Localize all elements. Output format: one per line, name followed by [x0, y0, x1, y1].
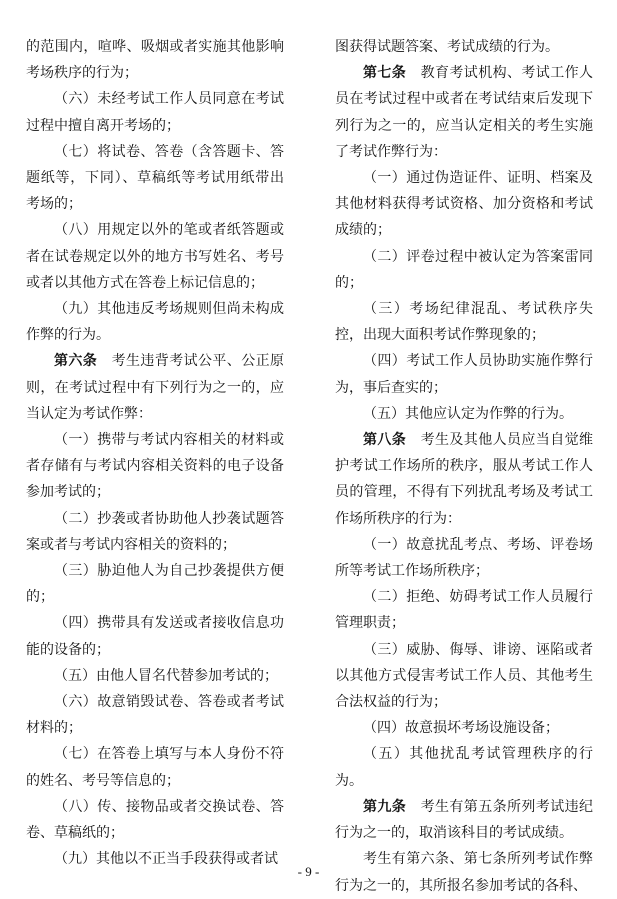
paragraph-text: （一）故意扰乱考点、考场、评卷场所等考试工作场所秩序；	[335, 536, 593, 580]
paragraph-text: 考生有第五条所列考试违纪行为之一的，取消该科目的考试成绩。	[335, 798, 594, 842]
paragraph	[26, 689, 284, 741]
paragraph	[335, 244, 593, 296]
paragraph-text: 图获得试题答案、考试成绩的行为。	[335, 39, 559, 55]
paragraph	[335, 401, 593, 427]
paragraph-text: （一）携带与考试内容相关的材料或者存储有与考试内容相关资料的电子设备参加考试的；	[26, 432, 284, 501]
paragraph	[26, 741, 284, 793]
paragraph-text: （八）传、接物品或者交换试卷、答卷、草稿纸的；	[26, 798, 284, 842]
paragraph-text: （四）携带具有发送或者接收信息功能的设备的；	[26, 615, 284, 658]
paragraph-text: （四）考试工作人员协助实施作弊行为，事后查实的；	[335, 353, 593, 396]
article-paragraph	[335, 427, 593, 532]
paragraph	[26, 34, 284, 86]
paragraph	[26, 86, 284, 138]
paragraph	[335, 34, 593, 60]
paragraph	[26, 663, 284, 689]
paragraph-text: （五）由他人冒名代替参加考试的；	[54, 667, 278, 684]
paragraph-text: （五）其他应认定为作弊的行为。	[363, 405, 573, 422]
paragraph-text: （八）用规定以外的笔或者纸答题或者在试卷规定以外的地方书写姓名、考号或者以其他方式在答卷上标记信息的；	[26, 222, 284, 291]
paragraph-text: 教育考试机构、考试工作人员在考试过程中或者在考试结束后发现下列行为之一的，应当认定相关的考生实施了考试作弊行为：	[335, 65, 594, 160]
paragraph	[335, 741, 593, 793]
paragraph-text: （二）拒绝、妨碍考试工作人员履行管理职责；	[335, 589, 593, 632]
article-paragraph	[335, 60, 593, 165]
article-heading: 第九条	[363, 798, 407, 815]
page-number: - 9 -	[297, 864, 320, 879]
article-heading: 第七条	[363, 65, 407, 82]
paragraph	[335, 165, 593, 244]
paragraph	[26, 296, 284, 348]
paragraph-text: 考生违背考试公平、公正原则，在考试过程中有下列行为之一的，应当认定为考试作弊：	[26, 353, 285, 422]
paragraph-text: （四）故意损坏考场设施设备；	[363, 720, 559, 737]
paragraph-text: （二）评卷过程中被认定为答案雷同的；	[335, 248, 593, 291]
paragraph-text: （九）其他以不正当手段获得或者试	[54, 851, 278, 868]
paragraph	[26, 610, 284, 662]
paragraph-text: （二）抄袭或者协助他人抄袭试题答案或者与考试内容相关的资料的；	[26, 510, 284, 553]
paragraph	[335, 348, 593, 400]
article-paragraph	[335, 794, 593, 846]
paragraph-text: （九）其他违反考场规则但尚未构成作弊的行为。	[26, 301, 284, 344]
article-heading: 第八条	[363, 432, 407, 449]
right-column	[335, 34, 593, 899]
paragraph	[26, 506, 284, 558]
paragraph-text: 的范围内，喧哗、吸烟或者实施其他影响考场秩序的行为；	[26, 39, 284, 82]
paragraph-text: （七）将试卷、答卷（含答题卡、答题纸等，下同）、草稿纸等考试用纸带出考场的；	[26, 143, 284, 213]
article-heading: 第六条	[54, 353, 98, 370]
paragraph	[335, 296, 593, 348]
paragraph-text: （六）未经考试工作人员同意在考试过程中擅自离开考场的；	[26, 91, 284, 134]
paragraph	[26, 794, 284, 846]
paragraph-text: （三）胁迫他人为自己抄袭提供方便的；	[26, 563, 284, 606]
paragraph-text: （五）其他扰乱考试管理秩序的行为。	[335, 746, 593, 789]
paragraph	[335, 715, 593, 741]
paragraph-text: （一）通过伪造证件、证明、档案及其他材料获得考试资格、加分资格和考试成绩的；	[335, 170, 593, 239]
paragraph	[26, 217, 284, 296]
paragraph	[335, 584, 593, 636]
left-column	[26, 34, 284, 873]
article-paragraph	[26, 348, 284, 427]
paragraph-text: （六）故意销毁试卷、答卷或者考试材料的；	[26, 694, 284, 737]
paragraph	[26, 139, 284, 218]
paragraph-text: 考生有第六条、第七条所列考试作弊行为之一的，其所报名参加考试的各科、	[335, 851, 593, 894]
paragraph-text: （七）在答卷上填写与本人身份不符的姓名、考号等信息的；	[26, 746, 284, 789]
paragraph-text: （三）威胁、侮辱、诽谤、诬陷或者以其他方式侵害考试工作人员、其他考生合法权益的行为；	[335, 641, 593, 711]
paragraph	[335, 532, 593, 584]
paragraph	[335, 637, 593, 716]
paragraph-text: 考生及其他人员应当自觉维护考试工作场所的秩序，服从考试工作人员的管理，不得有下列扰乱考场及考试工作场所秩序的行为：	[335, 432, 594, 527]
paragraph-text: （三）考场纪律混乱、考试秩序失控，出现大面积考试作弊现象的；	[335, 301, 593, 344]
paragraph	[26, 427, 284, 506]
paragraph	[26, 558, 284, 610]
